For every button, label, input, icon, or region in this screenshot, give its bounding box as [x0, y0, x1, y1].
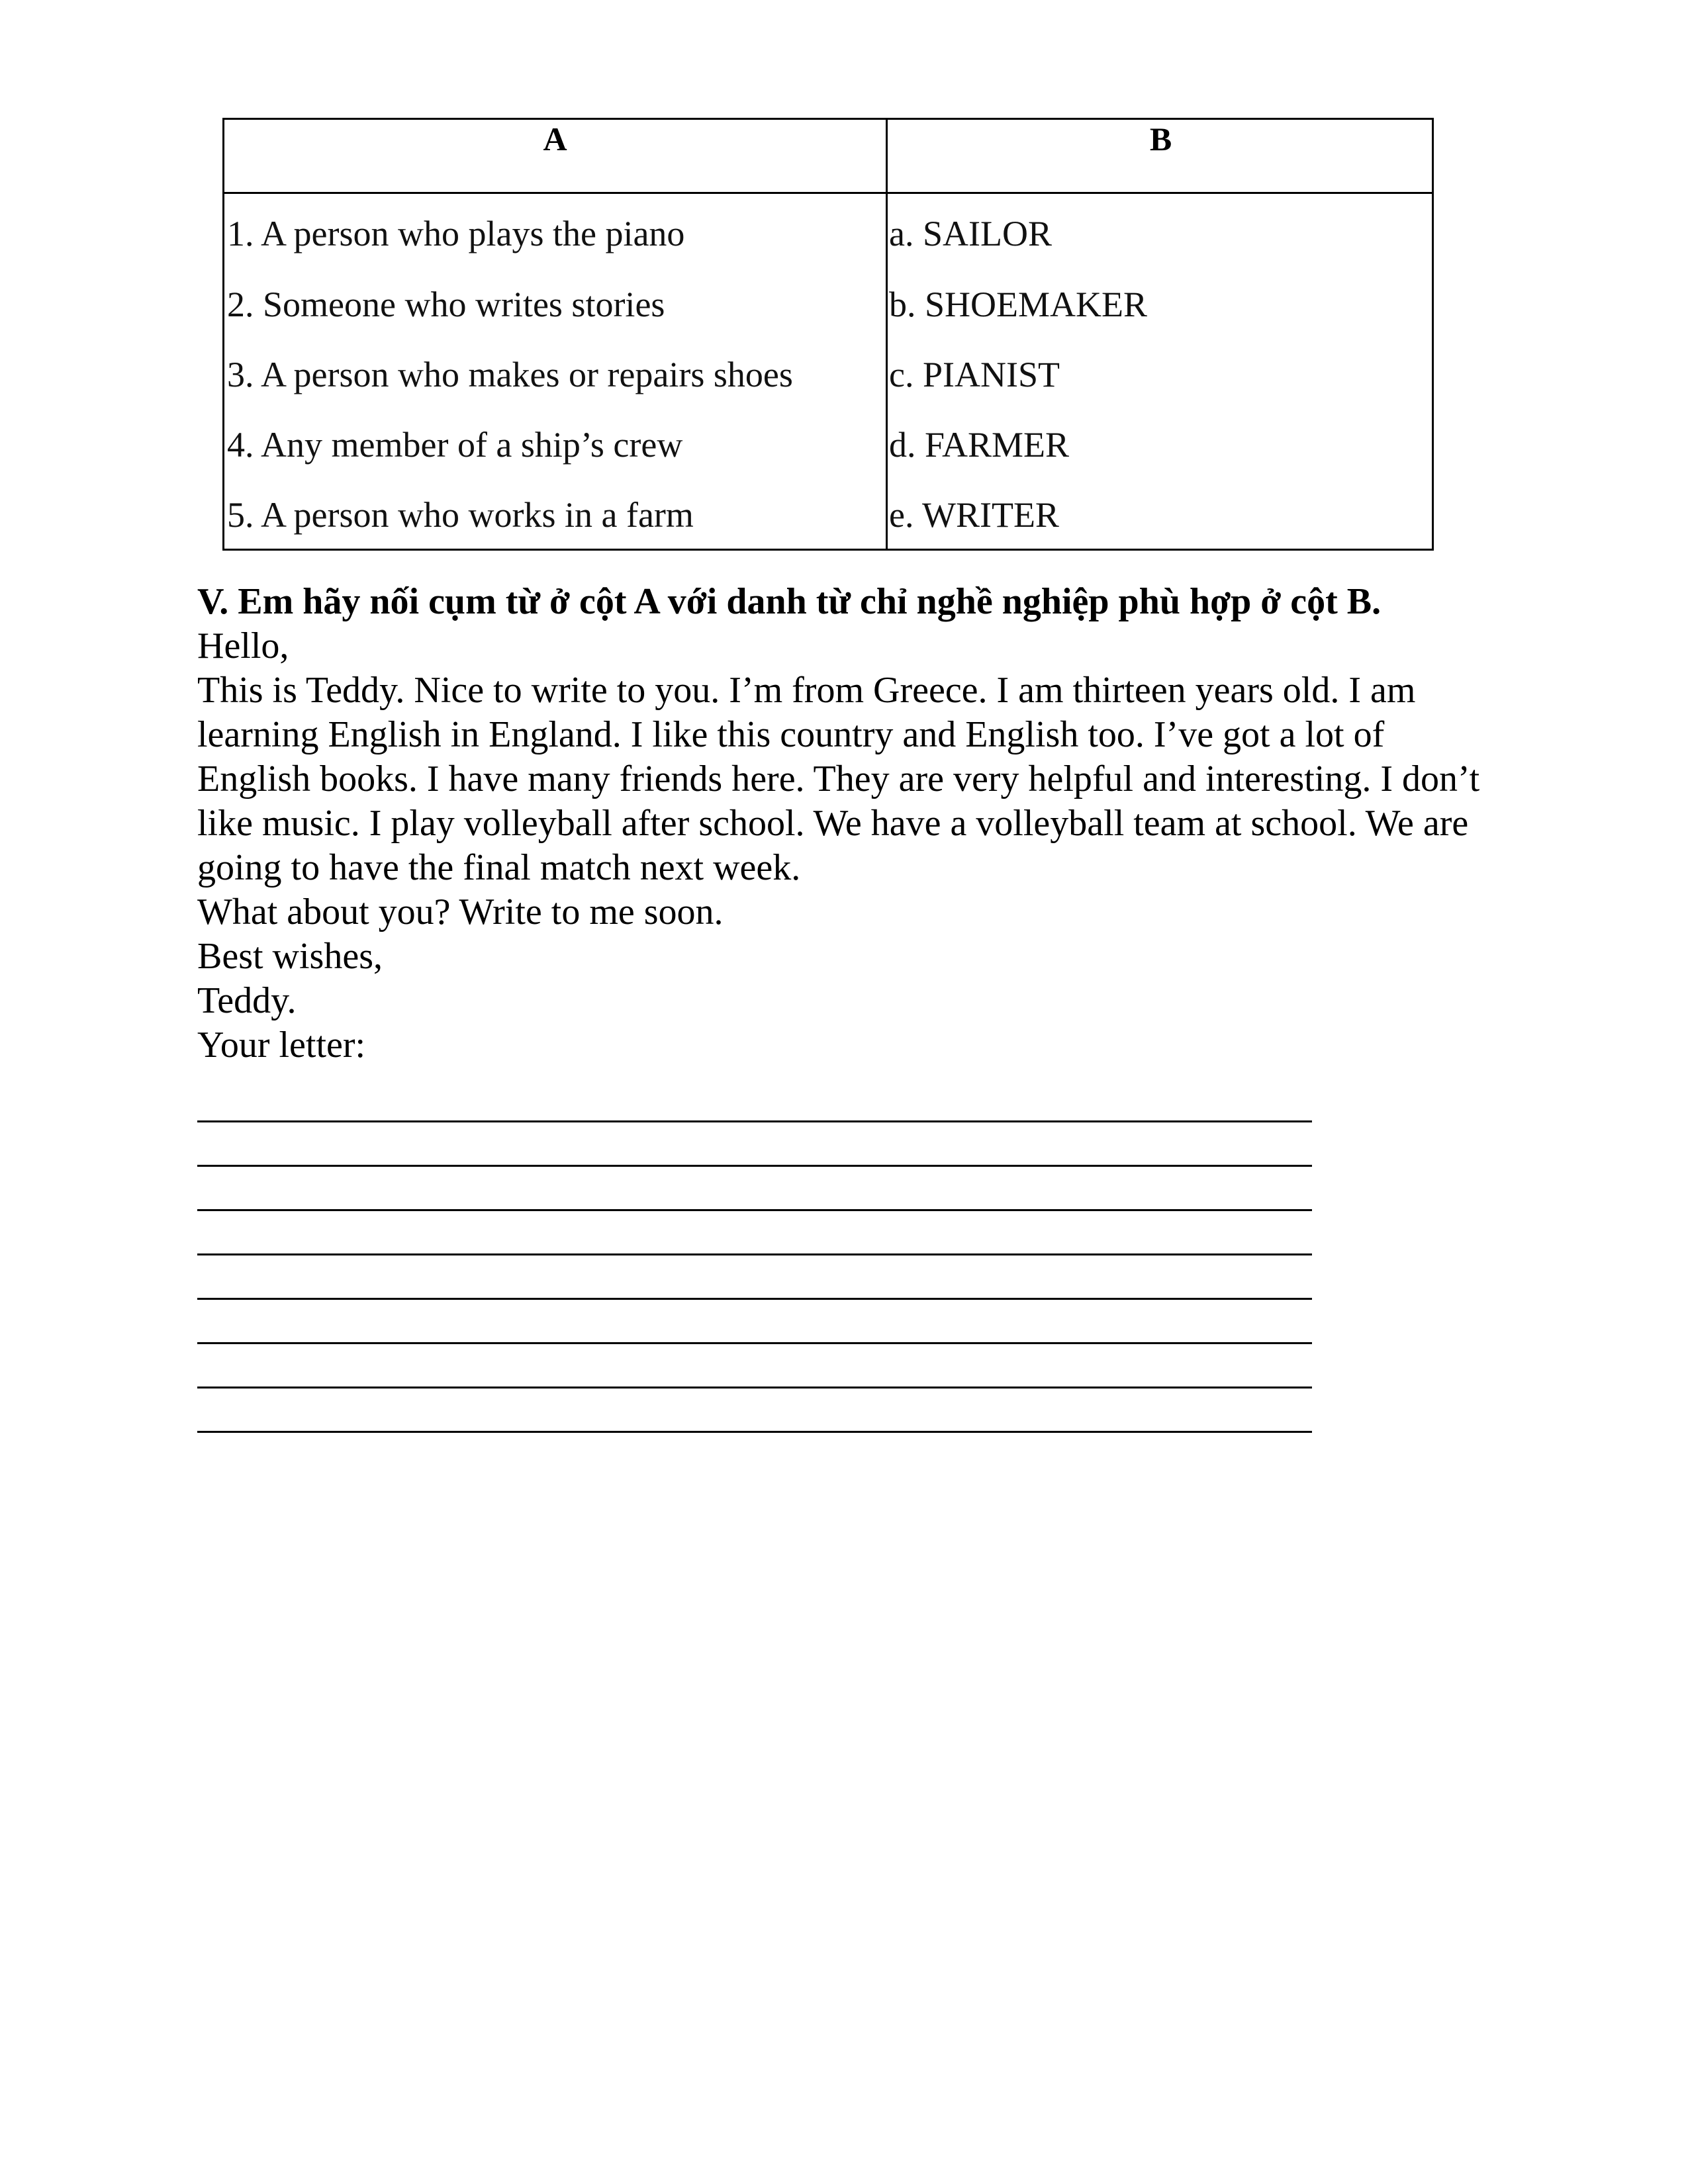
exercise-text: [197, 580, 1488, 1433]
letter-closing: Best wishes,: [197, 936, 383, 977]
answer-line[interactable]: [197, 1300, 1312, 1344]
answer-line[interactable]: [197, 1344, 1312, 1388]
answer-line[interactable]: [197, 1078, 1312, 1122]
column-a-item: 3. A person who makes or repairs shoes: [227, 355, 793, 394]
column-b-item: d. FARMER: [889, 425, 1070, 465]
letter-signature: Teddy.: [197, 980, 297, 1021]
matching-table: [222, 118, 1434, 551]
answer-lines: [197, 1078, 1488, 1433]
your-letter-label: Your letter:: [197, 1024, 366, 1066]
column-b-item: c. PIANIST: [889, 355, 1060, 394]
answer-line[interactable]: [197, 1122, 1312, 1167]
letter-greeting: Hello,: [197, 625, 289, 666]
answer-line[interactable]: [197, 1255, 1312, 1300]
answer-line[interactable]: [197, 1388, 1312, 1433]
header-divider: [224, 192, 1432, 194]
letter-body: This is Teddy. Nice to write to you. I’m from Greece. I am thirteen years old. I am learning English in England. I like this country and English too. I’ve got a lot of English books. I have many friends here. They are very helpful and interesting. I don’t like music. I play volleyball after school. We have a volleyball team at school. We are going to have the final match next week.: [197, 670, 1480, 888]
column-a-item: 2. Someone who writes stories: [227, 285, 665, 324]
column-a-item: 1. A person who plays the piano: [227, 214, 685, 253]
section-heading: V. Em hãy nối cụm từ ở cột A với danh từ chỉ nghề nghiệp phù hợp ở cột B.: [197, 581, 1382, 622]
letter-question: What about you? Write to me soon.: [197, 891, 724, 933]
column-a-item: 4. Any member of a ship’s crew: [227, 425, 683, 465]
column-b-item: e. WRITER: [889, 495, 1059, 535]
column-a-header: A: [543, 120, 567, 158]
column-a-item: 5. A person who works in a farm: [227, 495, 694, 535]
answer-line[interactable]: [197, 1211, 1312, 1255]
answer-line[interactable]: [197, 1167, 1312, 1211]
column-b-item: b. SHOEMAKER: [889, 285, 1148, 324]
column-b-item: a. SAILOR: [889, 214, 1052, 253]
column-b-header: B: [1149, 120, 1172, 158]
